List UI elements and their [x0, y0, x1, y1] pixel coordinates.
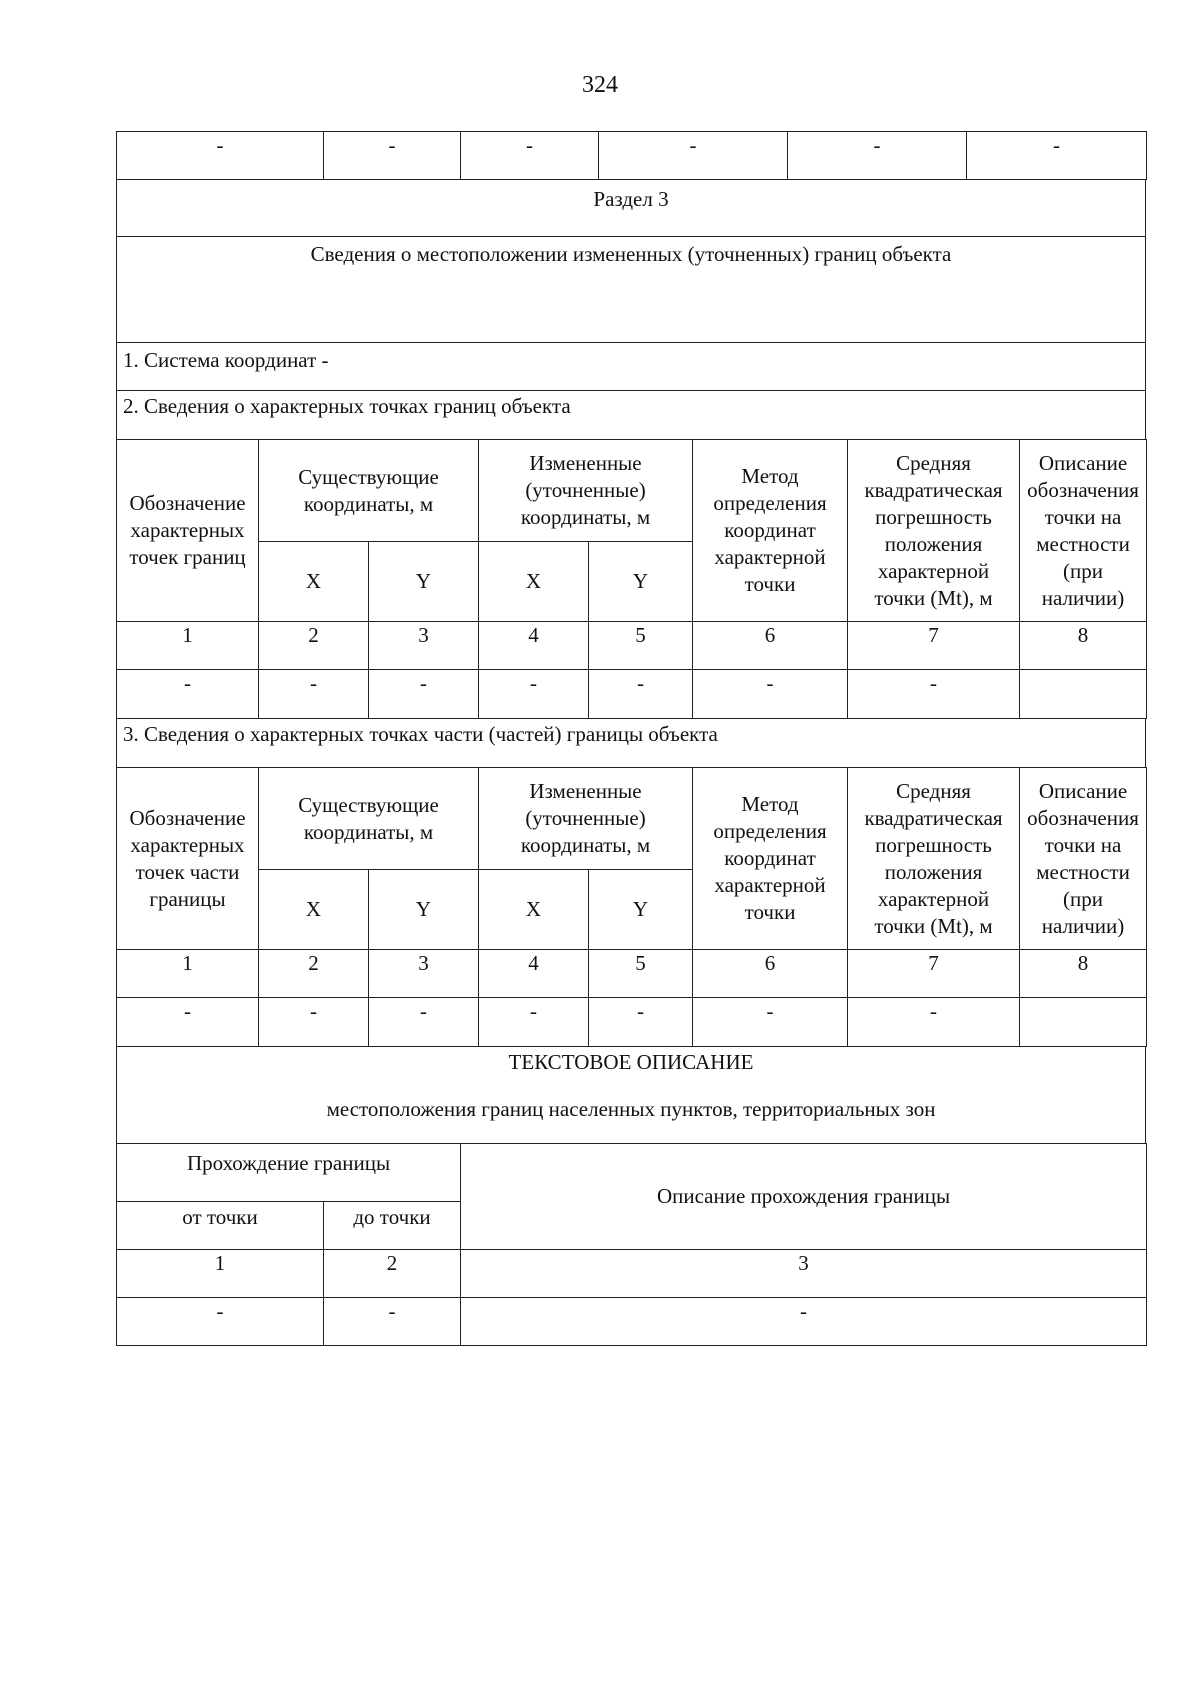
cell: -: [369, 670, 479, 719]
col-number: 6: [693, 622, 848, 670]
text-description-table: [116, 1046, 1146, 1144]
cell: -: [479, 998, 589, 1047]
cell: -: [599, 132, 788, 180]
col-header-y: Y: [369, 870, 479, 950]
col-number: 7: [848, 622, 1020, 670]
cell: -: [259, 998, 369, 1047]
boundary-table: [116, 1143, 1147, 1346]
col-header-designation: Обозначение характерных точек части границы: [117, 768, 259, 950]
cell: [1020, 998, 1147, 1047]
table-row: [117, 622, 1147, 670]
cell: -: [117, 1298, 324, 1346]
text-description-block: [117, 1047, 1146, 1144]
col-number: 4: [479, 950, 589, 998]
cell: -: [117, 670, 259, 719]
cell: -: [117, 998, 259, 1047]
parts-title-table: [116, 718, 1146, 768]
col-header-to: до точки: [324, 1202, 461, 1250]
col-number: 1: [117, 950, 259, 998]
section-subtitle: Сведения о местоположении измененных (уточненных) границ объекта: [117, 237, 1146, 343]
col-header-y: Y: [369, 542, 479, 622]
cell: -: [788, 132, 967, 180]
col-header-error: Средняя квадратическая погрешность положения характерной точки (Mt), м: [848, 440, 1020, 622]
cell: -: [848, 998, 1020, 1047]
col-number: 8: [1020, 950, 1147, 998]
coord-system: 1. Система координат -: [117, 343, 1146, 391]
col-number: 5: [589, 622, 693, 670]
col-header-changed: Измененные (уточненные) координаты, м: [479, 440, 693, 542]
col-header-passage: Прохождение границы: [117, 1144, 461, 1202]
cell: -: [259, 670, 369, 719]
parts-table: [116, 767, 1147, 1047]
col-number: 3: [369, 622, 479, 670]
table-row: [117, 950, 1147, 998]
col-header-from: от точки: [117, 1202, 324, 1250]
col-header-x: X: [259, 870, 369, 950]
col-number: 2: [259, 622, 369, 670]
points-table: [116, 439, 1147, 719]
col-header-y: Y: [589, 870, 693, 950]
col-header-existing: Существующие координаты, м: [259, 768, 479, 870]
col-header-method: Метод определения координат характерной точки: [693, 440, 848, 622]
col-number: 4: [479, 622, 589, 670]
col-header-description: Описание обозначения точки на местности (при наличии): [1020, 768, 1147, 950]
page-number: 324: [582, 72, 618, 98]
col-header-x: X: [479, 870, 589, 950]
col-number: 3: [461, 1250, 1147, 1298]
col-header-designation: Обозначение характерных точек границ: [117, 440, 259, 622]
table-row: [117, 132, 1147, 180]
col-header-existing: Существующие координаты, м: [259, 440, 479, 542]
cell: -: [693, 670, 848, 719]
table-row: [117, 998, 1147, 1047]
col-header-x: X: [259, 542, 369, 622]
cell: -: [589, 998, 693, 1047]
section-title: Раздел 3: [117, 180, 1146, 237]
parts-title: 3. Сведения о характерных точках части (частей) границы объекта: [117, 719, 1146, 768]
col-number: 6: [693, 950, 848, 998]
document-frame: [116, 131, 1146, 1346]
col-header-error: Средняя квадратическая погрешность положения характерной точки (Mt), м: [848, 768, 1020, 950]
cell: -: [479, 670, 589, 719]
col-header-boundary-description: Описание прохождения границы: [461, 1144, 1147, 1250]
text-desc-title: ТЕКСТОВОЕ ОПИСАНИЕ: [508, 1050, 754, 1074]
text-desc-subtitle: местоположения границ населенных пунктов, территориальных зон: [326, 1097, 936, 1121]
cell: -: [324, 132, 461, 180]
cell: -: [693, 998, 848, 1047]
cell: [1020, 670, 1147, 719]
table-row: [117, 1298, 1147, 1346]
col-number: 2: [259, 950, 369, 998]
cell: -: [589, 670, 693, 719]
col-header-description: Описание обозначения точки на местности (при наличии): [1020, 440, 1147, 622]
cell: -: [461, 132, 599, 180]
section-header-table: [116, 179, 1146, 440]
col-number: 1: [117, 622, 259, 670]
col-header-changed: Измененные (уточненные) координаты, м: [479, 768, 693, 870]
col-number: 7: [848, 950, 1020, 998]
col-number: 5: [589, 950, 693, 998]
col-number: 8: [1020, 622, 1147, 670]
col-header-method: Метод определения координат характерной точки: [693, 768, 848, 950]
cell: -: [369, 998, 479, 1047]
col-header-x: X: [479, 542, 589, 622]
points-title: 2. Сведения о характерных точках границ объекта: [117, 391, 1146, 440]
cell: -: [117, 132, 324, 180]
cell: -: [848, 670, 1020, 719]
col-number: 2: [324, 1250, 461, 1298]
cell: -: [461, 1298, 1147, 1346]
col-number: 1: [117, 1250, 324, 1298]
cell: -: [324, 1298, 461, 1346]
top-dash-table: [116, 131, 1147, 180]
cell: -: [967, 132, 1147, 180]
col-header-y: Y: [589, 542, 693, 622]
col-number: 3: [369, 950, 479, 998]
table-row: [117, 670, 1147, 719]
table-row: [117, 1250, 1147, 1298]
